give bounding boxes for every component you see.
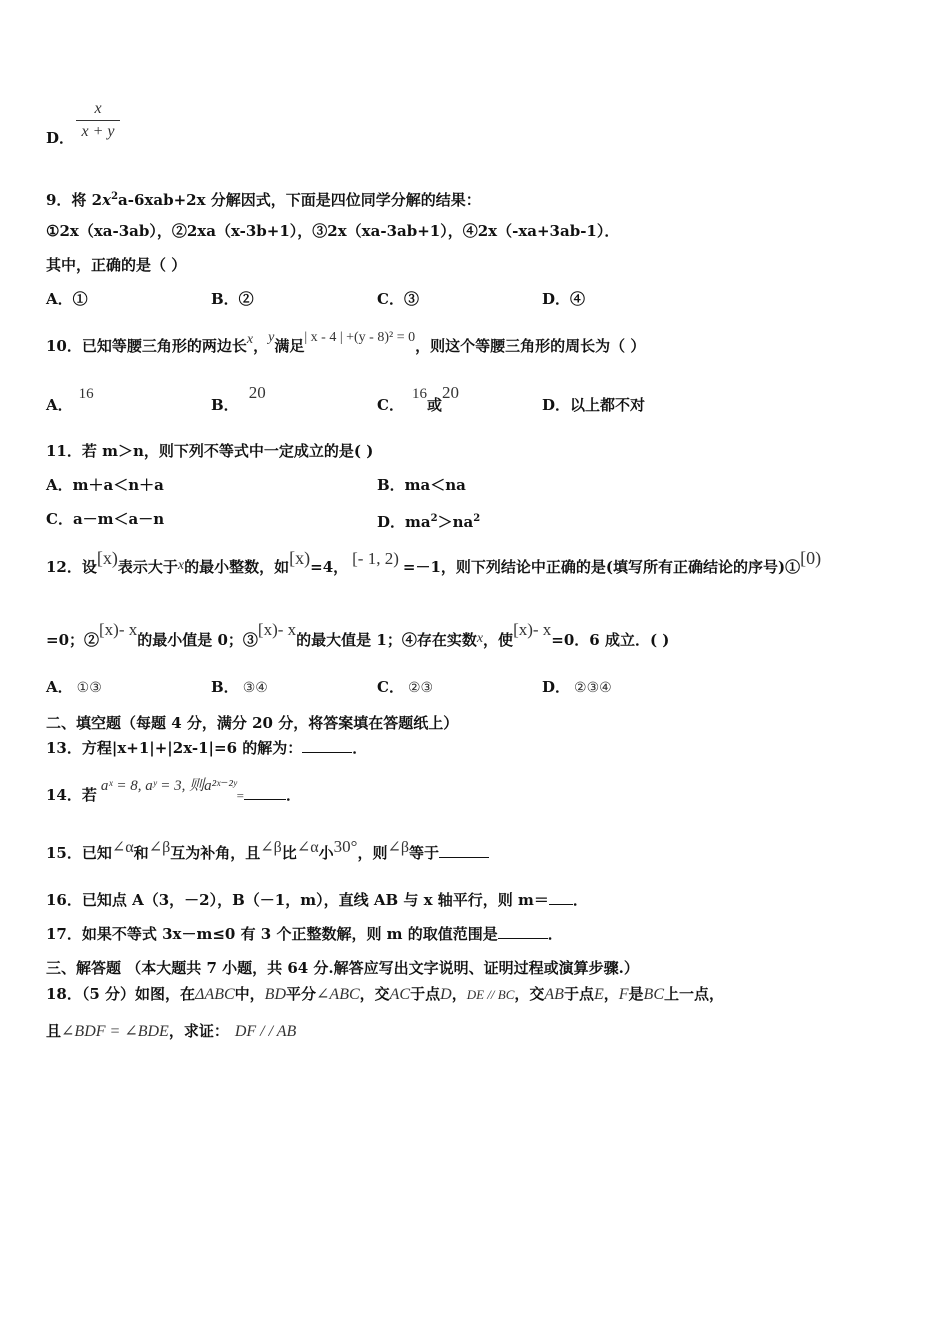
q13-answer-blank (302, 752, 352, 753)
q9-option-c: C．③ (377, 290, 419, 308)
q16-stem: 16．已知点 A（3，－2），B（－1，m），直线 AB 与 x 轴平行，则 m＝ ． (46, 891, 588, 909)
q12-option-c: C． ②③ (377, 678, 434, 696)
q11-option-a: A．m＋a＜n＋a (46, 476, 164, 494)
q10-option-a: A．16 (46, 386, 94, 414)
q11-option-d: D．$ma^2>na^2$ (377, 513, 481, 531)
q11-stem: 11．若 m＞n，则下列不等式中一定成立的是( ) (46, 442, 374, 460)
q12-stem-line2: =0；②[x)- x的最小值是 0；③[x)- x的最大值是 1；④存在实数x，使[x)- x=0．6 成立．( ) (46, 620, 670, 649)
q10-option-b: B．20 (211, 383, 266, 414)
fraction-numerator: x (94, 100, 102, 117)
q9-stem: 9．将 $2x^2a-6xab+2x$ 分解因式，下面是四位同学分解的结果： (46, 191, 481, 209)
fraction-bar (76, 120, 120, 121)
q12-option-d: D． ②③④ (542, 678, 612, 696)
section-3-title: 三、解答题 （本大题共 7 小题，共 64 分.解答应写出文字说明、证明过程或演算步骤.） (46, 959, 639, 977)
q12-option-b: B． ③④ (211, 678, 268, 696)
q12-stem-line1: 12．设[x)表示大于x的最小整数，如[x)=4， [- 1, 2) =－1，则下列结论中正确的是(填写所有正确结论的序号)①[0) (46, 548, 822, 576)
q17-answer-blank (498, 938, 548, 939)
q10-option-c: C．16或20 (377, 383, 459, 414)
q9-results: ①2x（xa-3ab），②2xa（x-3b+1），③2x（xa-3ab+1），④2x（-xa+3ab-1）． (46, 222, 620, 240)
q14-answer-blank (244, 799, 286, 800)
q15-answer-blank (439, 857, 489, 858)
q9-ask: 其中，正确的是（ ） (46, 256, 187, 274)
q18-stem-line1: 18．（5 分）如图，在ΔABC中，BD平分∠ABC，交AC于点D，DE // BC，交AB于点E，F是BC上一点， (46, 985, 725, 1003)
q17-stem: 17．如果不等式 3x－m≤0 有 3 个正整数解，则 m 的取值范围是 ． (46, 925, 563, 943)
q10-option-d: D．以上都不对 (542, 396, 646, 414)
q8-option-d-fraction (76, 100, 120, 141)
q16-answer-blank (549, 904, 573, 905)
q11-option-b: B．ma＜na (377, 476, 466, 494)
q11-option-c: C．a－m＜a－n (46, 510, 165, 528)
section-2-title: 二、填空题（每题 4 分，满分 20 分，将答案填在答题纸上） (46, 714, 459, 732)
q8-option-d-label: D． (46, 129, 75, 147)
q12-option-a: A． ①③ (46, 678, 102, 696)
q13-stem: 13．方程|x+1|+|2x-1|=6 的解为： ． (46, 739, 368, 757)
q9-option-d: D．④ (542, 290, 586, 308)
q9-option-a: A．① (46, 290, 88, 308)
q9-option-b: B．② (211, 290, 254, 308)
fraction-denominator: x + y (81, 123, 115, 140)
q18-stem-line2: 且∠BDF = ∠BDE，求证： DF / / AB (46, 1022, 297, 1040)
q14-stem: 14．若 aˣ = 8, aʸ = 3, 则a²ˣ⁻²ʸ= ． (46, 778, 302, 804)
q15-stem: 15．已知∠α和∠β互为补角，且∠β比∠α小30°，则∠β等于 (46, 843, 489, 864)
q10-stem: 10．已知等腰三角形的两边长x，y满足| x - 4 | +(y - 8)² = 0，则这个等腰三角形的周长为（ ） (46, 330, 646, 355)
